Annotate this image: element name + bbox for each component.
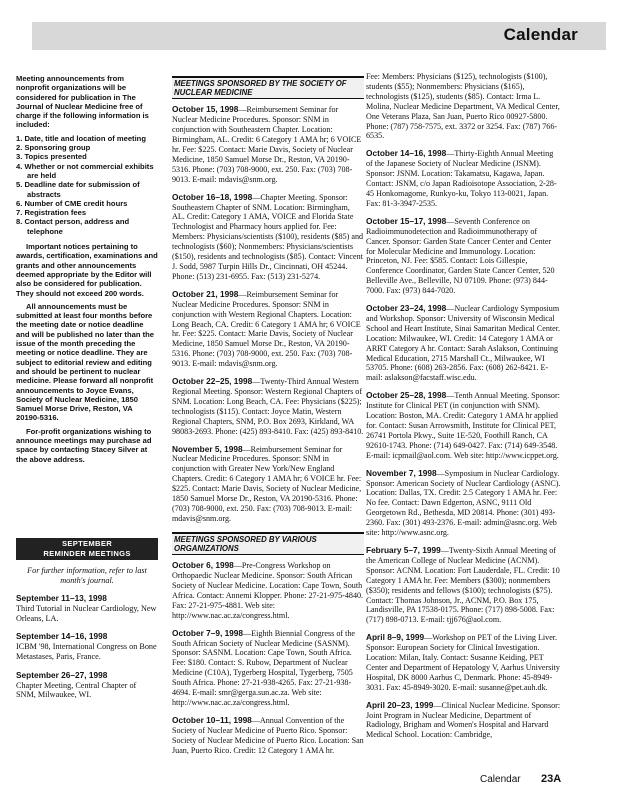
meeting-text: —Annual Convention of the Society of Nuclear Medicine of Puerto Rico. Sponsor: Society of Nuclear Medicine of Puerto Rico. Location: San Juan, Puerto Rico. Credit: 12 Category 1 AMA hr. [172,715,364,755]
meeting-date: October 21, 1998 [172,288,239,299]
page-number: 23A [541,773,562,785]
meeting-text: Chapter Meeting, Central Chapter of SNM, Milwaukee, WI. [16,680,137,700]
meeting-date: October 14–16, 1998 [366,148,447,159]
page-title: Calendar [503,25,578,44]
list-item [366,546,561,625]
guidelines-intro: Meeting announcements from nonprofit organizations will be considered for publication in The Journal of Nuclear Medicine free of charge if the following information is included: [16,74,149,130]
meeting-text: —Nuclear Cardiology Symposium and Workshop. Sponsor: University of Wisconsin Medical School and Heart Institute, Sinai Samaritan Medical Center. Location: Milwaukee, WI. Credit: 14 Category 1 AMA or ARRT Category A hr. Contact: Sarah Aslakson, Continuing Medical Education, 2715 Marshall Ct., Milwaukee, WI 53705. Phone: (608) 263-2856. Fax: (608) 262-8421. E-mail: aslakson@facstaff.wisc.edu. [366,304,560,383]
column-right [366,72,561,748]
list-item [366,149,561,208]
meeting-text: —Clinical Nuclear Medicine. Sponsor: Joint Program in Nuclear Medicine, Department of Radiology, Brigham and Women's Hospital and Harvard Medical School. Location: Cambridge, [366,700,561,740]
meeting-text: —Reimbursement Seminar for Nuclear Medicine Procedures. Sponsor: SNM in conjunction with Western Regional Chapters. Location: Long Beach, CA. Credit: 6 Category 1 AMA hr; 6 VOICE hr. Fee: $225. Contact: Marie Davis, Society of Nuclear Medicine, 1850 Samuel Morse Dr., Reston, VA 20190-5316. Phone: (703) 708-9000, ext. 250. Fax: (703) 708-9013. E-mail: mdavis@snm.org. [172,289,361,369]
list-item [172,445,364,524]
list-item [366,391,561,460]
meeting-text: —Pre-Congress Workshop on Orthopaedic Nuclear Medicine. Sponsor: South African Society of Nuclear Medicine. Location: Cape Town, South Africa. Contact: Annemi Klopper. Phone: 27-21-975-4840. Fax: 27-21-975-4881. Web site: http://www.nac.ac.za/congress.html. [172,561,364,620]
footer-label: Calendar [480,774,521,785]
meeting-date: October 6, 1998 [172,560,234,571]
meeting-date: April 8–9, 1999 [366,632,425,643]
meeting-text: —Tenth Annual Meeting. Sponsor: Institute for Clinical PET (in conjunction with SNM). Location: Boston, MA. Credit: Category 1 AMA hr applied for. Contact: Susan Arrowsmith, Institute for Clinical PET, 26741 Portola Pkwy., Suite 1E-520, Foothill Ranch, CA 92610-1743. Phone: (714) 649-0427. Fax: (714) 649-3548. E-mail: icpmail@aol.com. Web site: http://www.icppet.org. [366,391,560,460]
meeting-date: April 20–23, 1999 [366,699,434,710]
meeting-text: —Twenty-Third Annual Western Regional Meeting. Sponsor: Western Regional Chapters of SNM. Location: Long Beach, CA. Fee: Physicians ($225); technologists ($115). Contact: Joyce Matin, Western Regional Chapters, SNM, P.O. Box 2693, Kirkland, WA 98083-2693. Phone: (425) 893-8410. Fax: (425) 893-8410. [172,377,364,436]
meeting-text: ICBM '98, International Congress on Bone Metastases, Paris, France. [16,642,157,661]
meeting-date: September 14–16, 1998 [16,631,108,642]
list-item [16,632,158,661]
heading-line: SEPTEMBER [62,539,112,548]
meeting-date: October 22–25, 1998 [172,376,253,387]
meeting-date: October 15–17, 1998 [366,215,447,226]
meeting-date: February 5–7, 1999 [366,544,441,555]
header-bar [32,22,606,50]
list-item: 2. Sponsoring group [16,143,91,153]
list-item: 3. Topics presented [16,152,87,162]
meeting-text: Third Tutorial in Nuclear Cardiology, New Orleans, LA. [16,603,157,623]
list-item [172,377,364,436]
guidelines-list [16,134,158,236]
meeting-text: —Workshop on PET of the Living Liver. Sponsor: European Society for Clinical Investigation. Location: Milan, Italy. Contact: Susanne Keiding, PET Center and Department of Hepatology V, Aarhus University Hospital, DK 8000 Aarhus C, Denmark. Phone: 45-8949-3031. Fax: 45-8949-3020. E-mail: susanne@pet.auh.dk. [366,633,560,692]
submission-guidelines [16,74,158,468]
list-item: 6. Number of CME credit hours [16,198,128,208]
section-heading-various: MEETINGS SPONSORED BY VARIOUS ORGANIZATIONS [172,532,364,555]
list-item: 1. Date, title and location of meeting [16,133,146,143]
meeting-text: —Chapter Meeting. Sponsor: Southeastern Chapter of SNM. Location: Birmingham, AL. Credit: Category 1 AMA, VOICE and Florida State Technologist and Pharmacy hours applied for. Fee: Members: Physicians/scientists ($100), residents ($85) and technologists ($60); Nonmembers: Physicians/scientists ($150), residents and technologists ($85). Contact: Vincent J. Sodd, 5987 Turpin Hills Dr., Cincinnati, OH 45244. Phone: (513) 231-6955. Fax: (513) 231-5274. [172,192,364,281]
meeting-text: —Twenty-Sixth Annual Meeting of the American College of Nuclear Medicine (ACNM). Sponsor: ACNM. Location: Fort Lauderdale, FL. Credit: 10 Category 1 AMA hr. Fee: Members ($300); nonmembers ($350); residents and fellows ($100); technologists ($75). Contact: Thomas Johnson, Jr., ACNM, P.O. Box 175, Landisville, PA 17538-0175. Phone: (717) 898-5008. Fax: (717) 898-0713. E-mail: tjj676@aol.com. [366,545,560,625]
list-item [16,671,158,700]
list-item [366,701,561,741]
meeting-text: —Reimbursement Seminar for Nuclear Medicine Procedures. Sponsor: SNM in conjunction with Southeastern Chapter. Location: Birmingham, AL. Credit: 6 Category 1 AMA hr; 6 VOICE hr. Fee: $225. Contact: Marie Davis, Society of Nuclear Medicine, 1850 Samuel Morse Dr., Reston, VA 20190-5316. Phone: (703) 708-9000, ext. 250. Fax: (703) 708-9013. E-mail: mdavis@snm.org. [172,105,362,184]
list-item [16,594,158,623]
list-item [172,105,364,184]
heading-line: REMINDER MEETINGS [43,549,131,558]
list-item [172,290,364,369]
list-item: 7. Registration fees [16,208,87,218]
notices-paragraph: Important notices pertaining to awards, certification, examinations and grants and other announcements deemed appropriate by the Editor will also be considered for publication. They should not exceed 200 words. [16,242,158,298]
list-item: 8. Contact person, address and telephone [16,217,130,236]
list-item: 5. Deadline date for submission of abstracts [16,180,140,199]
meeting-date: November 7, 1998 [366,467,437,478]
september-reminder-heading [16,538,158,560]
list-item [172,193,364,282]
deadline-paragraph: All announcements must be submitted at least four months before the meeting date or notice deadline and will be published no later than the issue of the month preceding the meeting or notice deadline. They are subject to editorial review and editing and should be pertinent to nuclear medicine. Please forward all nonprofit announcements to Joyce Evans, Society of Nuclear Medicine, 1850 Samuel Morse Drive, Reston, VA 20190-5316. [16,301,154,423]
meeting-date: November 5, 1998 [172,443,243,454]
meeting-text: —Symposium in Nuclear Cardiology. Sponsor: American Society of Nuclear Cardiology (ASNC). Location: Dallas, TX. Credit: 2.5 Category 1 AMA hr. Fee: No fee. Contact: Dawn Edgerton, ASNC, 9111 Old Georgetown Rd., Bethesda, MD 20814. Phone: (301) 493-2360. Fax: (301) 493-2376. E-mail: admin@asnc.org. Web site: http://www.asnc.org. [366,468,561,538]
meeting-date: October 23–24, 1998 [366,303,447,314]
meeting-date: October 7–9, 1998 [172,627,244,638]
list-item [366,304,561,383]
september-list [16,594,158,709]
list-item: 4. Whether or not commercial exhibits are held [16,161,154,180]
meeting-text: —Eighth Biennial Congress of the South African Society of Nuclear Medicine (SASNM). Sponsor: SASNM. Location: Cape Town, South Africa. Fee: $180. Contact: S. Rubow, Department of Nuclear Medicine (C10A), Tygerberg Hospital, Tygerberg, 7505 South Africa. Phone: 27-21-938-4265. Fax: 27-21-938-4694. E-mail: smr@gerga.sun.ac.za. Web site: http://www.nac.ac.za/congress.html. [172,628,355,707]
section-heading-snm: MEETINGS SPONSORED BY THE SOCIETY OF NUCLEAR MEDICINE [172,76,364,99]
for-profit-paragraph: For-profit organizations wishing to announce meetings may purchase ad space by contacting Stacey Silver at the above address. [16,426,152,464]
list-item [366,469,561,538]
meeting-date: October 16–18, 1998 [172,191,253,202]
column-middle [172,76,364,763]
meeting-text: —Reimbursement Seminar for Nuclear Medicine Procedures. Sponsor: SNM in conjunction with Greater New York/New England Chapters. Credit: 6 Category 1 AMA hr; 6 VOICE hr. Fee: $225. Contact: Marie Davis, Society of Nuclear Medicine, 1850 Samuel Morse Dr., Reston, VA 20190-5316. Phone: (703) 708-9000, ext. 250. Fax: (703) 708-9013. E-mail: mdavis@snm.org. [172,444,362,523]
meeting-date: October 15, 1998 [172,104,239,115]
meeting-date: October 25–28, 1998 [366,390,447,401]
meeting-text: —Thirty-Eighth Annual Meeting of the Japanese Society of Nuclear Medicine (JSNM). Sponsor: JSNM. Location: Takamatsu, Kagawa, Japan. Contact: JSNM, c/o Japan Radioisotope Association, 2-28-45 Honkomagome, Runkyo-ku, Tokyo 113-0021, Japan. Fax: 81-3-3947-2535. [366,149,557,208]
meeting-date: September 26–27, 1998 [16,669,108,680]
list-item [172,629,364,708]
list-item [172,561,364,620]
continuation-text: Fee: Members: Physicians ($125), technologists ($100), students ($55); Nonmembers: Physicians ($165), technologists ($125), students ($85). Contact: Irma L. Molina, Nuclear Medicine Department, VA Medical Center, One Veterans Plaza, San Juan, Puerto Rico 00927-5800. Phone: (787) 758-7575, ext. 3372 or 3254. Fax: (787) 766-6535. [366,72,560,141]
september-note: For further information, refer to last month's journal. [27,566,147,585]
list-item [366,633,561,692]
list-item [172,716,364,756]
meeting-date: September 11–13, 1998 [16,593,107,603]
meeting-text: —Seventh Conference on Radioimmunodetection and Radioimmunotherapy of Cancer. Sponsor: Garden State Cancer Center and Center for Molecular Medicine and Immunology. Location: Princeton, NJ. Fee: $585. Contact: Lois Gillespie, Conference Coordinator, Garden State Cancer Center, 520 Belleville Ave., Belleville, NJ 07109. Phone: (973) 844-7000. Fax: (973) 844-7020. [366,216,555,296]
list-item [366,217,561,296]
meeting-date: October 10–11, 1998 [172,714,252,725]
